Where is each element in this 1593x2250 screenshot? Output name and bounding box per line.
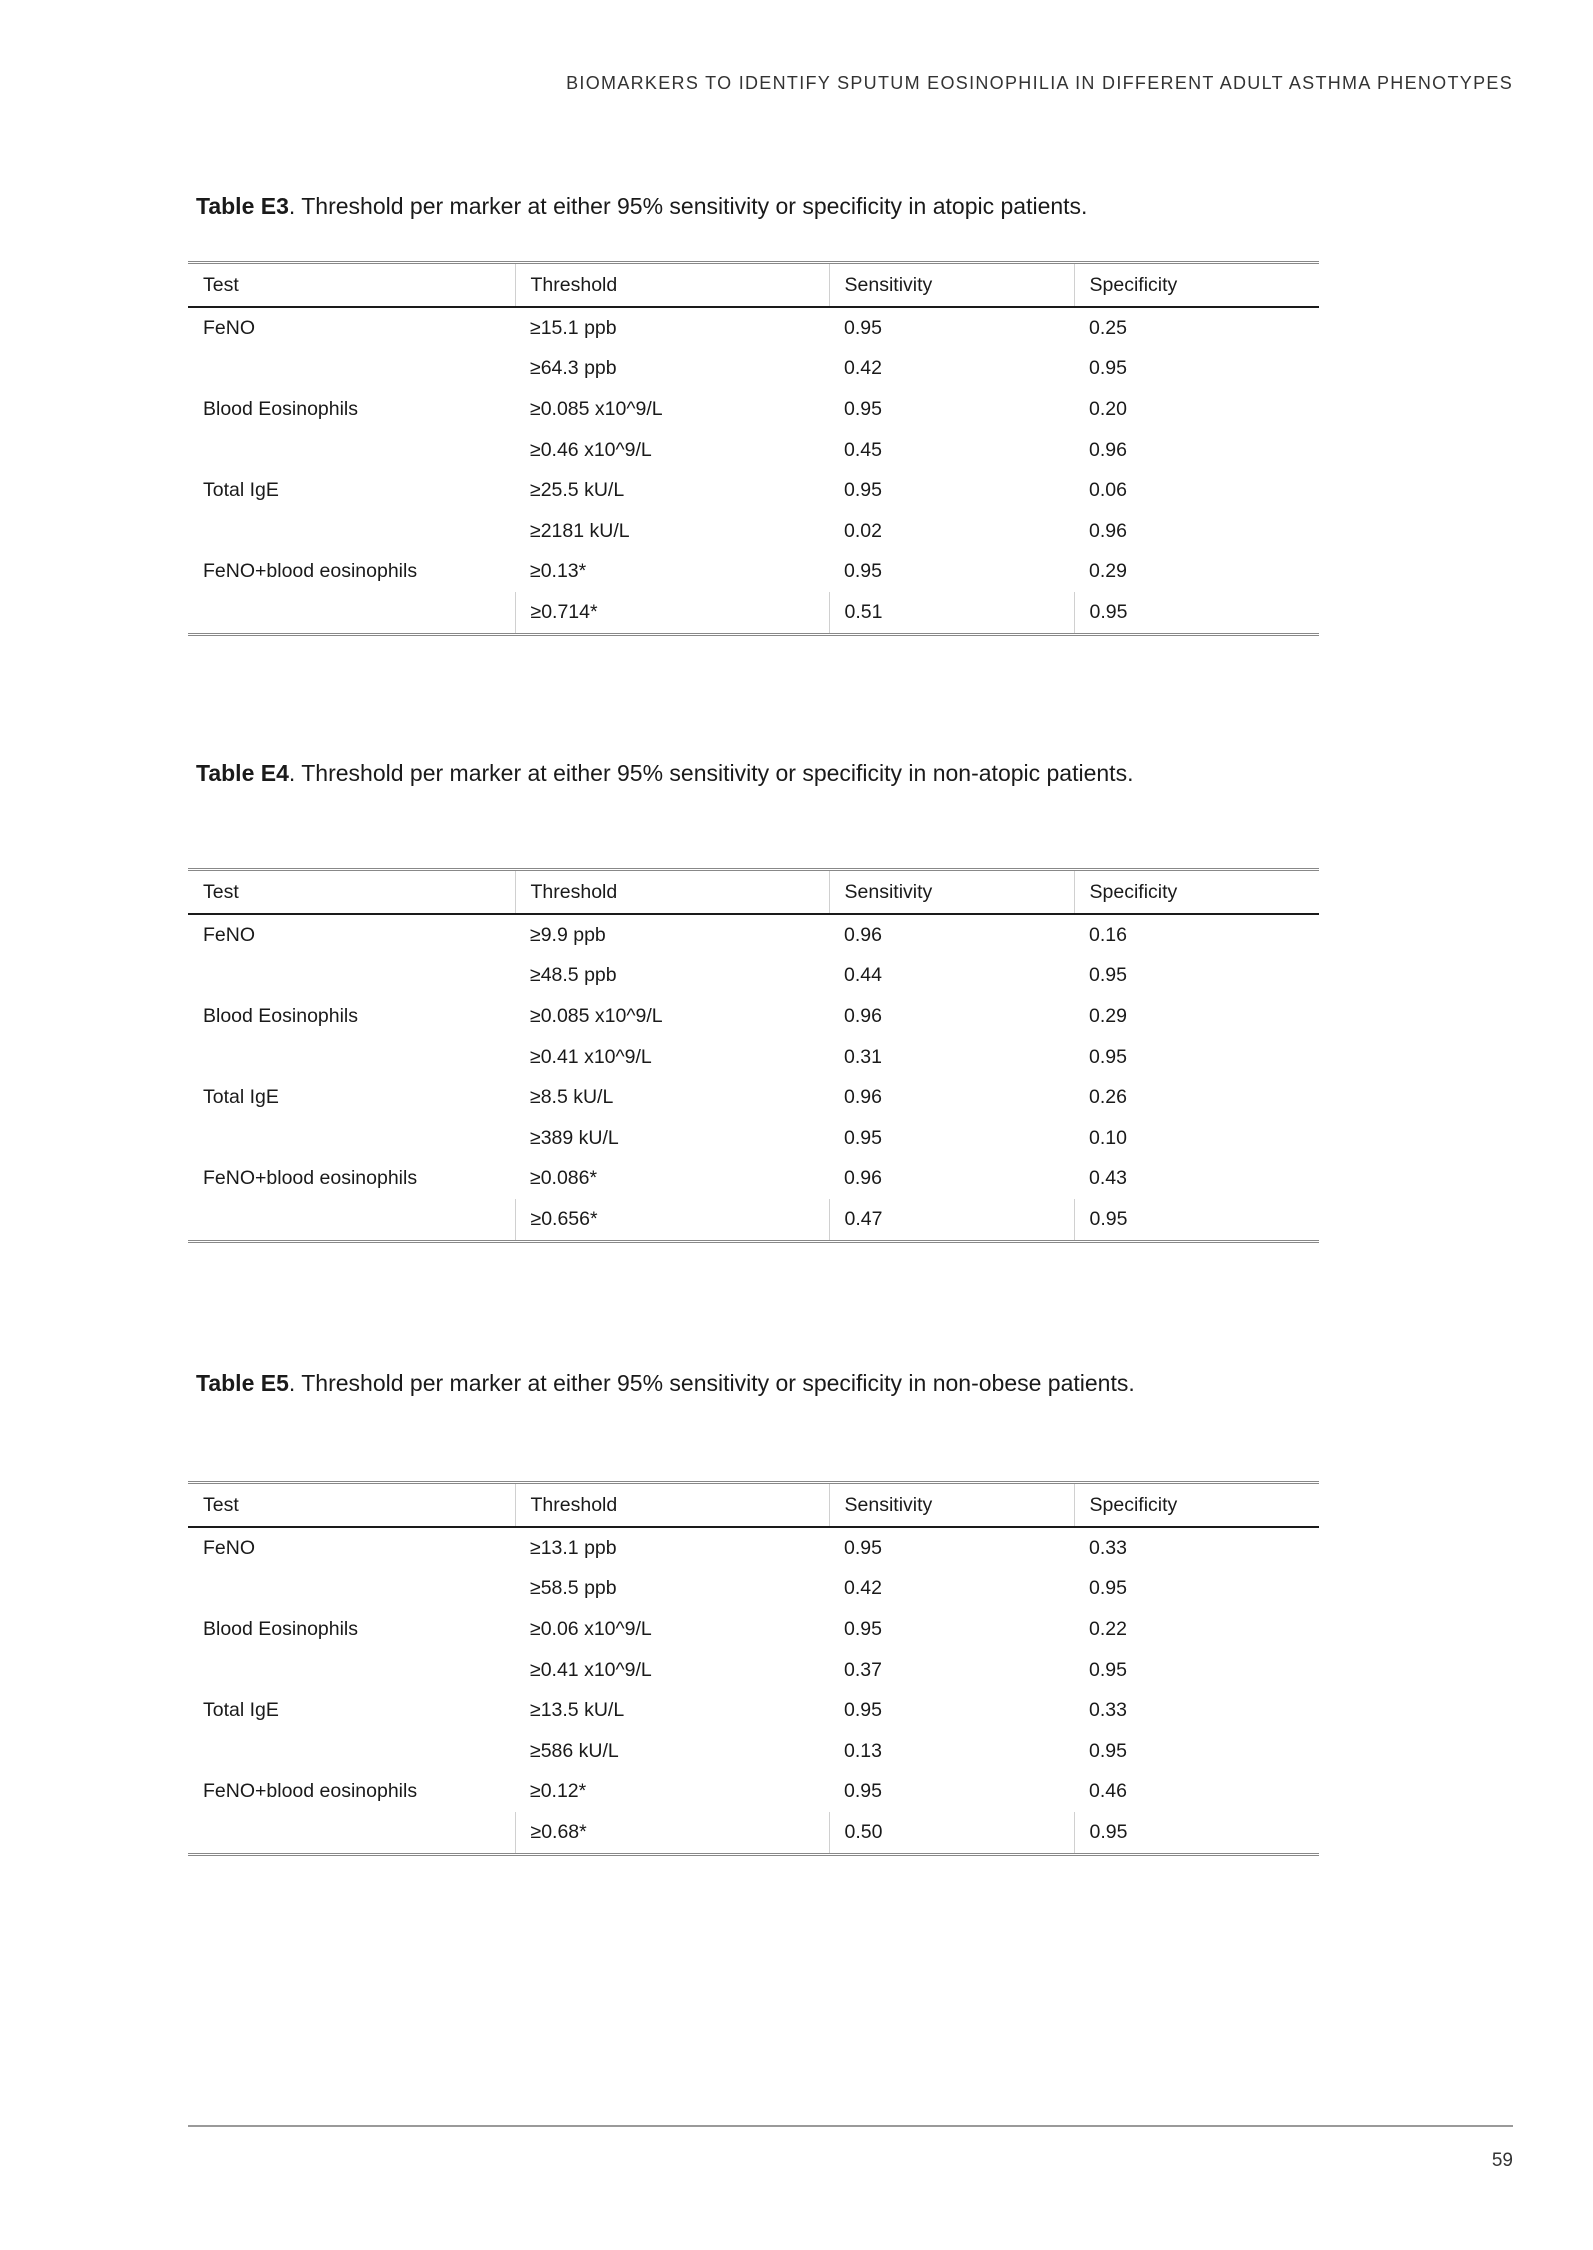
running-head: BIOMARKERS TO IDENTIFY SPUTUM EOSINOPHILIA IN DIFFERENT ADULT ASTHMA PHENOTYPES — [566, 73, 1513, 93]
table-cell: 0.50 — [829, 1812, 1074, 1854]
table-cell: 0.29 — [1089, 1004, 1127, 1027]
table-e5 — [188, 1481, 1319, 1856]
table-cell: 0.96 — [1089, 519, 1127, 542]
column-header: Sensitivity — [829, 870, 1074, 915]
table-cell: FeNO+blood eosinophils — [203, 560, 418, 583]
table-cell: 0.96 — [1089, 438, 1127, 461]
table-cell: 0.95 — [1074, 592, 1319, 634]
table-row — [188, 1077, 1319, 1118]
table-row — [188, 1159, 1319, 1200]
page-number: 59 — [1491, 2150, 1513, 2171]
table-cell: 0.95 — [1089, 1658, 1127, 1681]
table-cell — [188, 1199, 515, 1241]
table-cell — [188, 349, 515, 390]
table-e4-caption — [196, 760, 1133, 787]
table-row — [188, 1690, 1319, 1731]
column-header: Test — [203, 273, 239, 296]
table-cell — [188, 430, 515, 471]
table-cell: FeNO+blood eosinophils — [203, 1167, 418, 1190]
table-cell: 0.33 — [1089, 1536, 1127, 1559]
table-cell: 0.95 — [1089, 964, 1127, 987]
table-cell: 0.47 — [829, 1199, 1074, 1241]
table-e3-caption — [196, 193, 1087, 220]
table-e5-caption-text: . Threshold per marker at either 95% sensitivity or specificity in non-obese patients. — [288, 1370, 1135, 1396]
table-row — [188, 1037, 1319, 1078]
table-row — [188, 956, 1319, 997]
table-cell: 0.33 — [1089, 1699, 1127, 1722]
table-cell: ≥48.5 ppb — [530, 964, 617, 987]
table-row — [188, 1650, 1319, 1691]
table-cell: ≥25.5 kU/L — [530, 479, 625, 502]
table-cell: ≥0.06 x10^9/L — [530, 1617, 652, 1640]
table-cell: ≥0.714* — [515, 592, 829, 634]
table-cell — [188, 1650, 515, 1691]
table-row — [188, 1772, 1319, 1813]
table-cell: FeNO+blood eosinophils — [203, 1780, 418, 1803]
table-row — [188, 1812, 1319, 1854]
table-cell: 0.95 — [844, 479, 882, 502]
data-table — [188, 1481, 1319, 1856]
table-cell: ≥0.656* — [515, 1199, 829, 1241]
table-e5-caption — [196, 1370, 1135, 1397]
table-cell: Total IgE — [203, 1699, 279, 1722]
table-e3 — [188, 261, 1319, 636]
table-cell: ≥389 kU/L — [530, 1126, 619, 1149]
table-cell: 0.06 — [1089, 479, 1127, 502]
table-cell: ≥0.41 x10^9/L — [530, 1045, 652, 1068]
table-cell: ≥8.5 kU/L — [530, 1086, 614, 1109]
table-cell: 0.10 — [1089, 1126, 1127, 1149]
column-header: Specificity — [1074, 1483, 1319, 1528]
table-row — [188, 1199, 1319, 1241]
table-cell: Total IgE — [203, 479, 279, 502]
table-row — [188, 552, 1319, 593]
column-header: Sensitivity — [829, 1483, 1074, 1528]
table-cell: 0.25 — [1089, 316, 1127, 339]
table-cell: 0.20 — [1089, 397, 1127, 420]
table-cell: 0.46 — [1089, 1780, 1127, 1803]
table-e5-label: Table E5 — [196, 1370, 289, 1396]
table-cell: FeNO — [203, 316, 256, 339]
table-cell: 0.95 — [1074, 1199, 1319, 1241]
column-header: Test — [203, 880, 239, 903]
table-cell: 0.95 — [1089, 1045, 1127, 1068]
table-cell: 0.16 — [1089, 923, 1127, 946]
table-cell — [188, 511, 515, 552]
table-row — [188, 349, 1319, 390]
table-cell: 0.44 — [844, 964, 882, 987]
table-cell: 0.95 — [1089, 357, 1127, 380]
table-cell: 0.95 — [1074, 1812, 1319, 1854]
table-row — [188, 307, 1319, 349]
table-cell: ≥58.5 ppb — [530, 1577, 617, 1600]
column-header: Threshold — [515, 1483, 829, 1528]
table-row — [188, 1731, 1319, 1772]
table-cell: Total IgE — [203, 1086, 279, 1109]
table-row — [188, 1609, 1319, 1650]
table-cell: ≥9.9 ppb — [530, 923, 606, 946]
table-cell — [188, 1118, 515, 1159]
table-cell: 0.95 — [844, 1536, 882, 1559]
table-e4-caption-text: . Threshold per marker at either 95% sensitivity or specificity in non-atopic patients. — [288, 760, 1134, 786]
data-table — [188, 868, 1319, 1243]
table-row — [188, 1569, 1319, 1610]
header-row — [188, 870, 1319, 915]
table-cell: 0.02 — [844, 519, 882, 542]
table-cell: ≥0.086* — [530, 1167, 598, 1190]
table-cell: 0.51 — [829, 592, 1074, 634]
table-cell: 0.95 — [1089, 1739, 1127, 1762]
table-row — [188, 470, 1319, 511]
table-cell: 0.45 — [844, 438, 882, 461]
table-row — [188, 511, 1319, 552]
table-row — [188, 914, 1319, 956]
data-table — [188, 261, 1319, 636]
table-e4-label: Table E4 — [196, 760, 289, 786]
table-cell: ≥0.68* — [515, 1812, 829, 1854]
table-cell: 0.96 — [844, 1004, 882, 1027]
table-cell: ≥0.085 x10^9/L — [530, 1004, 663, 1027]
table-cell — [188, 1569, 515, 1610]
table-cell — [188, 1731, 515, 1772]
table-cell: 0.95 — [844, 397, 882, 420]
table-row — [188, 1118, 1319, 1159]
table-row — [188, 1527, 1319, 1569]
table-cell: 0.95 — [844, 1699, 882, 1722]
table-cell: 0.43 — [1089, 1167, 1127, 1190]
table-cell: ≥0.46 x10^9/L — [530, 438, 652, 461]
table-e3-caption-text: . Threshold per marker at either 95% sensitivity or specificity in atopic patients. — [288, 193, 1088, 219]
table-cell: 0.22 — [1089, 1617, 1127, 1640]
column-header: Specificity — [1074, 870, 1319, 915]
table-e4 — [188, 868, 1319, 1243]
table-cell: ≥0.12* — [530, 1780, 587, 1803]
header-row — [188, 263, 1319, 308]
table-cell — [188, 592, 515, 634]
table-e3-label: Table E3 — [196, 193, 289, 219]
table-cell — [188, 1812, 515, 1854]
table-cell: ≥0.13* — [530, 560, 587, 583]
table-cell: Blood Eosinophils — [203, 397, 359, 420]
table-cell: 0.37 — [844, 1658, 882, 1681]
column-header: Test — [203, 1493, 239, 1516]
table-cell: 0.96 — [844, 1086, 882, 1109]
table-cell: 0.31 — [844, 1045, 882, 1068]
table-cell: 0.96 — [844, 923, 882, 946]
table-cell: ≥586 kU/L — [530, 1739, 619, 1762]
table-cell: 0.95 — [844, 1780, 882, 1803]
table-cell: ≥13.5 kU/L — [530, 1699, 625, 1722]
table-cell: 0.29 — [1089, 560, 1127, 583]
table-cell: FeNO — [203, 923, 256, 946]
column-header: Specificity — [1074, 263, 1319, 308]
table-cell: 0.96 — [844, 1167, 882, 1190]
column-header: Threshold — [515, 870, 829, 915]
table-cell: ≥15.1 ppb — [530, 316, 617, 339]
table-cell: 0.95 — [844, 560, 882, 583]
table-cell: 0.42 — [844, 1577, 882, 1600]
header-row — [188, 1483, 1319, 1528]
table-cell: Blood Eosinophils — [203, 1617, 359, 1640]
table-row — [188, 389, 1319, 430]
table-cell: 0.95 — [844, 1617, 882, 1640]
table-cell: ≥0.41 x10^9/L — [530, 1658, 652, 1681]
table-cell: FeNO — [203, 1536, 256, 1559]
table-cell: 0.95 — [1089, 1577, 1127, 1600]
table-row — [188, 996, 1319, 1037]
table-row — [188, 430, 1319, 471]
table-cell: ≥0.085 x10^9/L — [530, 397, 663, 420]
table-cell: 0.95 — [844, 1126, 882, 1149]
table-cell — [188, 956, 515, 997]
table-cell: 0.42 — [844, 357, 882, 380]
table-cell: Blood Eosinophils — [203, 1004, 359, 1027]
table-cell: ≥64.3 ppb — [530, 357, 617, 380]
footer-rule — [188, 2125, 1513, 2127]
table-cell — [188, 1037, 515, 1078]
table-row — [188, 592, 1319, 634]
table-cell: 0.26 — [1089, 1086, 1127, 1109]
table-cell: ≥13.1 ppb — [530, 1536, 617, 1559]
column-header: Sensitivity — [829, 263, 1074, 308]
table-cell: 0.13 — [844, 1739, 882, 1762]
table-cell: 0.95 — [844, 316, 882, 339]
column-header: Threshold — [515, 263, 829, 308]
table-cell: ≥2181 kU/L — [530, 519, 630, 542]
